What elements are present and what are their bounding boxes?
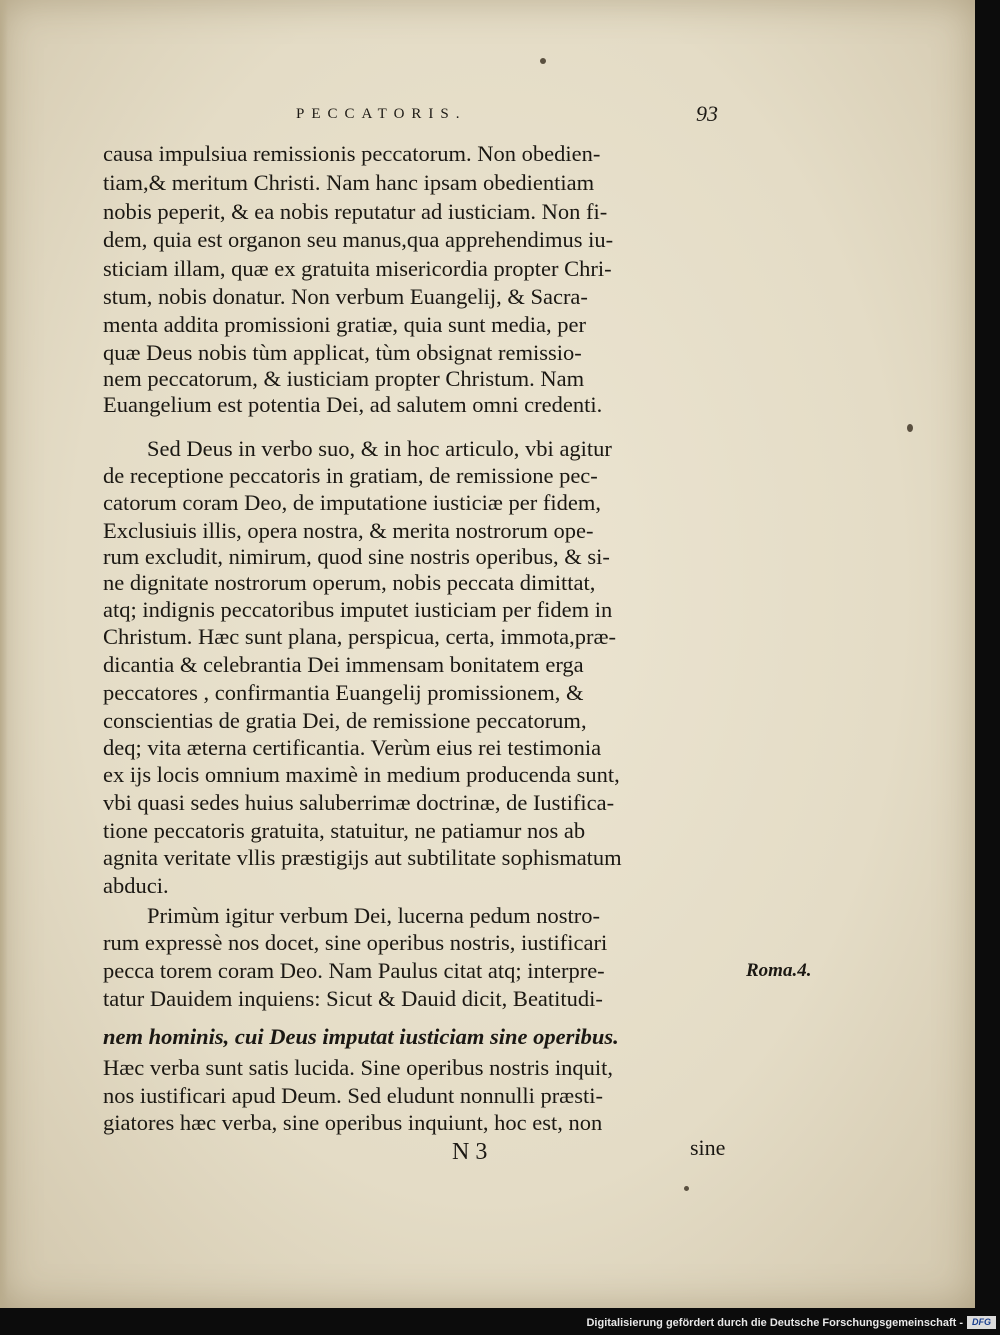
text-line: menta addita promissioni gratiæ, quia sunt media, per bbox=[103, 312, 587, 337]
running-head: PECCATORIS. bbox=[296, 106, 467, 122]
text-line-italic: nem hominis, cui Deus imputat iusticiam sine operibus. bbox=[103, 1024, 619, 1049]
text-line: catorum coram Deo, de imputatione iusticiæ per fidem, bbox=[103, 490, 601, 515]
text-line: peccatores , confirmantia Euangelij promissionem, & bbox=[103, 680, 584, 705]
text-line: conscientias de gratia Dei, de remissione peccatorum, bbox=[103, 708, 587, 733]
text-line: de receptione peccatoris in gratiam, de remissione pec- bbox=[103, 463, 598, 488]
page-number: 93 bbox=[696, 101, 718, 126]
text-line: vbi quasi sedes huius saluberrimæ doctrinæ, de Iustifica- bbox=[103, 790, 615, 815]
paper-spot bbox=[907, 424, 913, 432]
text-line: dicantia & celebrantia Dei immensam bonitatem erga bbox=[103, 652, 584, 677]
text-line: rum expressè nos docet, sine operibus nostris, iustificari bbox=[103, 930, 608, 955]
text-line: ne dignitate nostrorum operum, nobis peccata dimittat, bbox=[103, 570, 596, 595]
text-line: Christum. Hæc sunt plana, perspicua, certa, immota,præ- bbox=[103, 624, 617, 649]
text-line: agnita veritate vllis præstigijs aut subtilitate sophismatum bbox=[103, 845, 622, 870]
text-line: deq; vita æterna certificantia. Verùm eius rei testimonia bbox=[103, 735, 602, 760]
text-line: Primùm igitur verbum Dei, lucerna pedum nostro- bbox=[147, 903, 601, 928]
marginal-note: Roma.4. bbox=[746, 960, 812, 981]
funding-credit: Digitalisierung gefördert durch die Deutsche Forschungsgemeinschaft - bbox=[586, 1317, 963, 1329]
text-line: Sed Deus in verbo suo, & in hoc articulo, vbi agitur bbox=[147, 436, 612, 461]
text-line: nem peccatorum, & iusticiam propter Christum. Nam bbox=[103, 366, 585, 391]
text-line: sticiam illam, quæ ex gratuita misericordia propter Chri- bbox=[103, 256, 612, 281]
text-line: Hæc verba sunt satis lucida. Sine operibus nostris inquit, bbox=[103, 1055, 613, 1080]
text-line: nos iustificari apud Deum. Sed eludunt nonnulli præsti- bbox=[103, 1083, 603, 1108]
page-edge-shadow bbox=[0, 0, 8, 1308]
text-line: abduci. bbox=[103, 873, 169, 898]
text-line: pecca torem coram Deo. Nam Paulus citat atq; interpre- bbox=[103, 958, 605, 983]
text-line: giatores hæc verba, sine operibus inquiunt, hoc est, non bbox=[103, 1110, 603, 1135]
text-line: causa impulsiua remissionis peccatorum. Non obedien- bbox=[103, 141, 601, 166]
signature-mark: N 3 bbox=[452, 1139, 488, 1165]
dfg-logo: DFG bbox=[967, 1316, 996, 1329]
paper-spot bbox=[540, 58, 546, 64]
text-line: Exclusiuis illis, opera nostra, & merita nostrorum ope- bbox=[103, 518, 594, 543]
text-line: nobis peperit, & ea nobis reputatur ad iusticiam. Non fi- bbox=[103, 199, 608, 224]
text-line: rum excludit, nimirum, quod sine nostris operibus, & si- bbox=[103, 544, 610, 569]
text-line: dem, quia est organon seu manus,qua apprehendimus iu- bbox=[103, 227, 614, 252]
text-line: ex ijs locis omnium maximè in medium producenda sunt, bbox=[103, 762, 620, 787]
catchword: sine bbox=[690, 1135, 726, 1160]
text-line: Euangelium est potentia Dei, ad salutem omni credenti. bbox=[103, 392, 603, 417]
text-line: tatur Dauidem inquiens: Sicut & Dauid dicit, Beatitudi- bbox=[103, 986, 603, 1011]
text-line: quæ Deus nobis tùm applicat, tùm obsignat remissio- bbox=[103, 340, 582, 365]
paper-spot bbox=[684, 1186, 689, 1191]
text-line: stum, nobis donatur. Non verbum Euangelij, & Sacra- bbox=[103, 284, 588, 309]
text-line: tiam,& meritum Christi. Nam hanc ipsam obedientiam bbox=[103, 170, 595, 195]
text-line: atq; indignis peccatoribus imputet iusticiam per fidem in bbox=[103, 597, 613, 622]
text-line: tione peccatoris gratuita, statuitur, ne patiamur nos ab bbox=[103, 818, 586, 843]
